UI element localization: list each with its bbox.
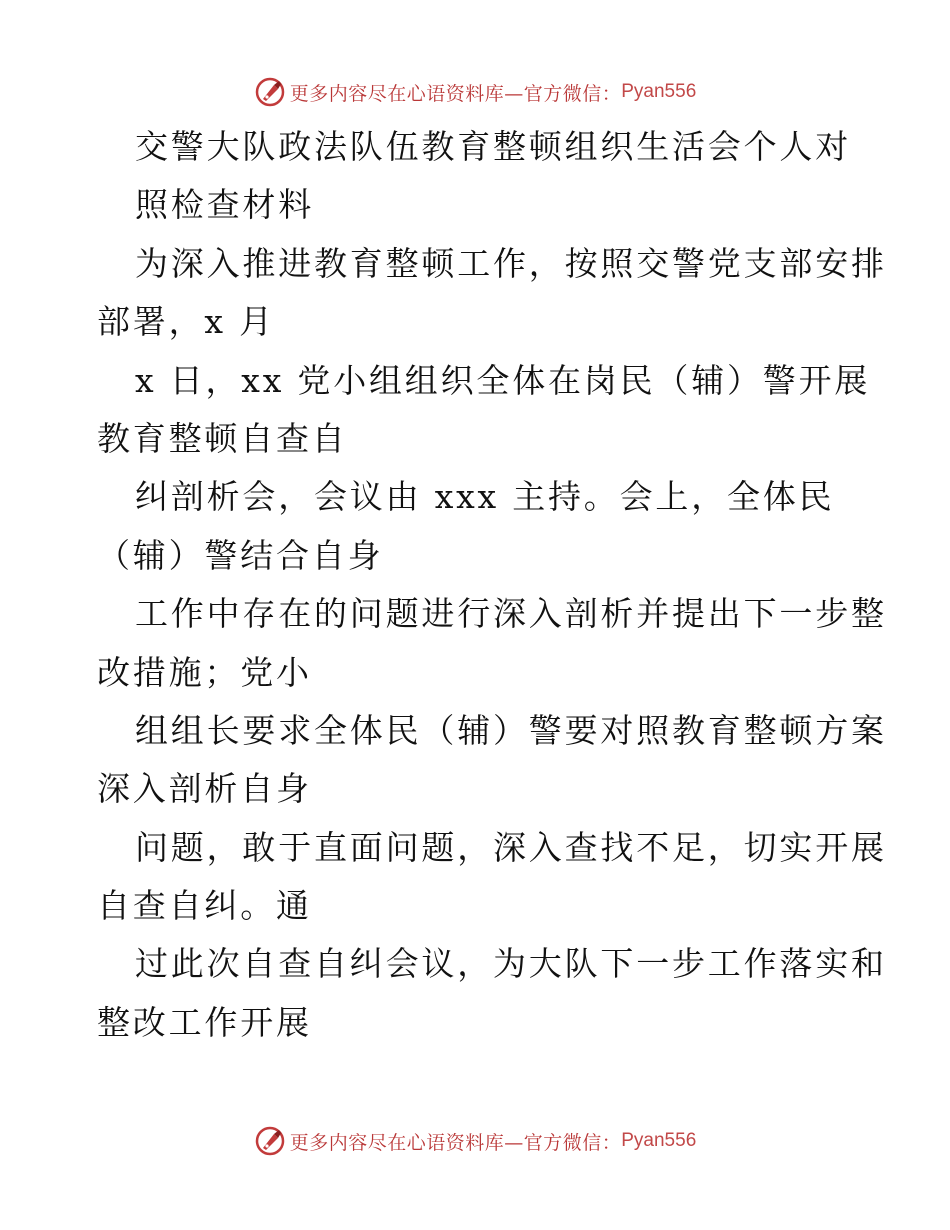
paragraph-line: 部署，x 月 <box>97 302 275 342</box>
header-banner <box>0 72 950 112</box>
paragraph-line: （辅）警结合自身 <box>97 535 384 575</box>
paragraph-line: 整改工作开展 <box>97 1002 312 1042</box>
paragraph-line: 教育整顿自查自 <box>97 418 348 458</box>
wechat-id: Pyan556 <box>621 81 697 102</box>
banner-text: 更多内容尽在心语资料库—官方微信： <box>289 82 622 105</box>
paragraph-line: 过此次自查自纠会议，为大队下一步工作落实和 <box>135 944 887 984</box>
title-line-2: 照检查材料 <box>135 185 314 225</box>
paragraph-line: 纠剖析会，会议由 xxx 主持。会上，全体民 <box>135 477 835 517</box>
title-line-1: 交警大队政法队伍教育整顿组织生活会个人对 <box>135 127 851 166</box>
footer-banner <box>0 1121 950 1161</box>
pen-nib-logo-icon <box>254 1125 286 1157</box>
paragraph-line: 组组长要求全体民（辅）警要对照教育整顿方案 <box>135 710 887 750</box>
paragraph-line: 为深入推进教育整顿工作，按照交警党支部安排 <box>135 243 887 283</box>
paragraph-line: 改措施；党小 <box>97 652 312 692</box>
paragraph-line: 自查自纠。通 <box>97 886 312 926</box>
banner-text: 更多内容尽在心语资料库—官方微信： <box>289 1131 622 1154</box>
paragraph-line: 问题，敢于直面问题，深入查找不足，切实开展 <box>135 827 887 867</box>
pen-nib-logo-icon <box>254 76 286 108</box>
paragraph-line: 深入剖析自身 <box>97 769 312 809</box>
paragraph-line: 工作中存在的问题进行深入剖析并提出下一步整 <box>135 594 887 634</box>
wechat-id: Pyan556 <box>621 1130 697 1151</box>
paragraph-line: x 日，xx 党小组组织全体在岗民（辅）警开展 <box>135 360 871 400</box>
document-body <box>97 118 887 1052</box>
